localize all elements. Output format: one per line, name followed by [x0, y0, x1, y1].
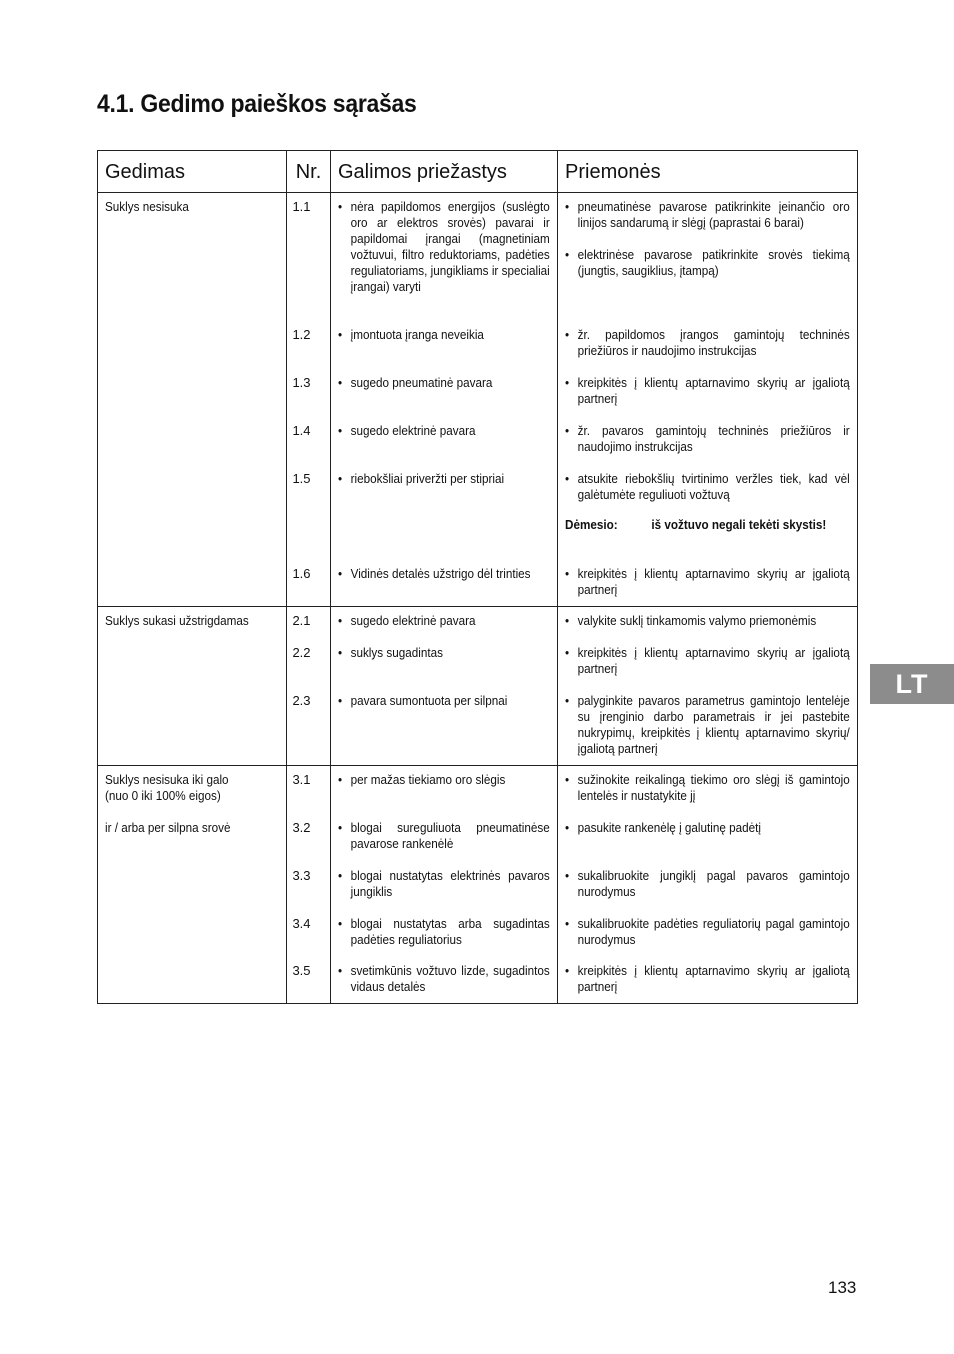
- table-row: [98, 193, 858, 607]
- number: 1.2: [292, 327, 311, 342]
- cause-item: • nėra papildomos energijos (suslėgto oro ar elektros srovės) pavarai ir papildomai įrangai (magnetiniam vožtuvui, filtro reduktoriams, padėties reguliatoriams, jungikliams ir specialiai įrangai) varyti: [338, 199, 550, 295]
- page-number: 133: [828, 1278, 857, 1297]
- warning-note: [565, 517, 850, 533]
- fault-text: Suklys nesisuka: [105, 199, 189, 214]
- causes-cell: [331, 766, 558, 1004]
- fault-text: ir / arba per silpna srovė: [105, 820, 231, 835]
- remedy-item: • kreipkitės į klientų aptarnavimo skyrių ar įgaliotą partnerį: [565, 963, 850, 995]
- number: 2.2: [292, 645, 311, 660]
- fault-cell: [98, 766, 287, 1004]
- remedy-item: • žr. papildomos įrangos gamintojų techninės priežiūros ir naudojimo instrukcijas: [565, 327, 850, 359]
- number-cell: [287, 193, 331, 607]
- remedy-item: • valykite suklį tinkamomis valymo priemonėmis: [565, 613, 850, 629]
- cause-item: • įmontuota įranga neveikia: [338, 327, 550, 343]
- causes-cell: [331, 193, 558, 607]
- table-row: [98, 607, 858, 766]
- remedy-item: • pneumatinėse pavarose patikrinkite įeinančio oro linijos sandarumą ir slėgį (paprastai 6 barai): [565, 199, 850, 231]
- header-number: Nr.: [287, 151, 331, 193]
- remedy-item: • sužinokite reikalingą tiekimo oro slėgį iš gamintojo lentelės ir nustatykite jį: [565, 772, 850, 804]
- cause-item: • sugedo elektrinė pavara: [338, 423, 550, 439]
- cause-item: • Vidinės detalės užstrigo dėl trinties: [338, 566, 550, 582]
- page-title: 4.1. Gedimo paieškos sąrašas: [97, 90, 417, 118]
- cause-item: • per mažas tiekiamo oro slėgis: [338, 772, 550, 788]
- cause-item: • riebokšliai priveržti per stipriai: [338, 471, 550, 487]
- number: 3.1: [292, 772, 311, 787]
- causes-cell: [331, 607, 558, 766]
- remedy-item: • kreipkitės į klientų aptarnavimo skyrių ar įgaliotą partnerį: [565, 566, 850, 598]
- cause-item: • sugedo pneumatinė pavara: [338, 375, 550, 391]
- remedy-item: • sukalibruokite jungiklį pagal pavaros gamintojo nurodymus: [565, 868, 850, 900]
- fault-cell: [98, 193, 287, 607]
- cause-item: • blogai nustatytas arba sugadintas padėties reguliatorius: [338, 916, 550, 948]
- number: 3.4: [292, 916, 311, 931]
- table-row: [98, 766, 858, 1004]
- cause-item: • suklys sugadintas: [338, 645, 550, 661]
- remedies-cell: [558, 607, 858, 766]
- number: 1.4: [292, 423, 311, 438]
- number-cell: [287, 607, 331, 766]
- cause-item: • blogai nustatytas elektrinės pavaros jungiklis: [338, 868, 550, 900]
- remedy-item: • atsukite riebokšlių tvirtinimo veržles tiek, kad vėl galėtumėte reguliuoti vožtuvą: [565, 471, 850, 503]
- fault-cell: [98, 607, 287, 766]
- cause-item: • pavara sumontuota per silpnai: [338, 693, 550, 709]
- number: 3.3: [292, 868, 311, 883]
- remedy-item: • palyginkite pavaros parametrus gamintojo lentelėje su įrenginio darbo parametrais ir jei pastebite nukrypimų, kreipkitės į klientų aptarnavimo skyrių/ įgaliotą partnerį: [565, 693, 850, 757]
- remedy-item: • pasukite rankenėlę į galutinę padėtį: [565, 820, 850, 836]
- header-remedies: Priemonės: [558, 151, 858, 193]
- cause-item: • blogai sureguliuota pneumatinėse pavarose rankenėlė: [338, 820, 550, 852]
- number: 3.2: [292, 820, 311, 835]
- remedies-cell: [558, 766, 858, 1004]
- number: 1.1: [292, 199, 311, 214]
- fault-text: Suklys sukasi užstrigdamas: [105, 613, 249, 628]
- fault-text: Suklys nesisuka iki galo: [105, 772, 229, 787]
- number-cell: [287, 766, 331, 1004]
- language-tab: LT: [870, 664, 954, 704]
- number: 2.1: [292, 613, 311, 628]
- warning-text: iš vožtuvo negali tekėti skystis!: [651, 517, 827, 532]
- number: 1.6: [292, 566, 311, 581]
- number: 2.3: [292, 693, 311, 708]
- remedies-cell: [558, 193, 858, 607]
- warning-label: Dėmesio:: [565, 517, 618, 532]
- troubleshooting-table: [97, 150, 858, 1004]
- remedy-item: • kreipkitės į klientų aptarnavimo skyrių ar įgaliotą partnerį: [565, 375, 850, 407]
- header-causes: Galimos priežastys: [331, 151, 558, 193]
- table-header-row: [98, 151, 858, 193]
- cause-item: • sugedo elektrinė pavara: [338, 613, 550, 629]
- number: 3.5: [292, 963, 311, 978]
- remedy-item: • kreipkitės į klientų aptarnavimo skyrių ar įgaliotą partnerį: [565, 645, 850, 677]
- remedy-item: • sukalibruokite padėties reguliatorių pagal gamintojo nurodymus: [565, 916, 850, 948]
- remedy-item: • elektrinėse pavarose patikrinkite srovės tiekimą (jungtis, saugiklius, įtampą): [565, 247, 850, 279]
- fault-text: (nuo 0 iki 100% eigos): [105, 788, 221, 803]
- cause-item: • svetimkūnis vožtuvo lizde, sugadintos vidaus detalės: [338, 963, 550, 995]
- number: 1.5: [292, 471, 311, 486]
- header-fault: Gedimas: [98, 151, 287, 193]
- remedy-item: • žr. pavaros gamintojų techninės priežiūros ir naudojimo instrukcijas: [565, 423, 850, 455]
- number: 1.3: [292, 375, 311, 390]
